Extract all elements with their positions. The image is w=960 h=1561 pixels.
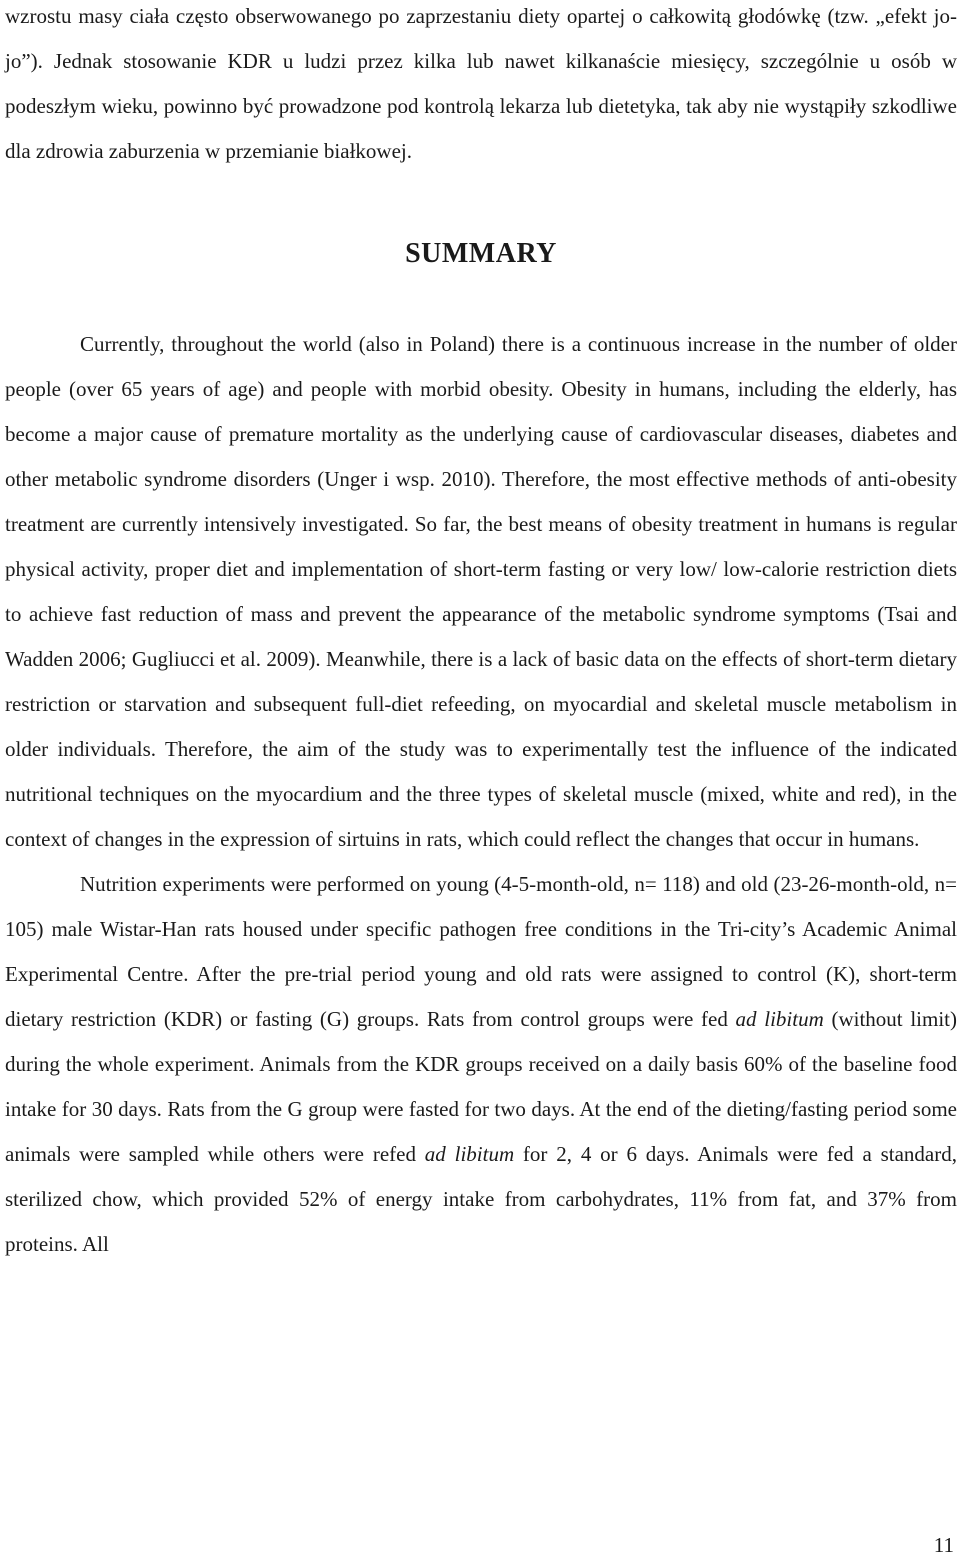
paragraph-2-text-2: (without limit) during the whole experiment. Animals from the KDR groups received on a daily basis 60% of the baseline food intake for 30 days. Rats from the G group were fasted for two days. At the end of the dieting/fasting period some animals were sampled while others were refed: [5, 1007, 957, 1166]
paragraph-2-text-3: for 2, 4 or 6 days. Animals were fed a standard, sterilized chow, which provided 52% of energy intake from carbohydrates, 11% from fat, and 37% from proteins. All: [5, 1142, 957, 1256]
page-number: 11: [933, 1533, 954, 1557]
continuation-paragraph: wzrostu masy ciała często obserwowanego po zaprzestaniu diety opartej o całkowitą głodówkę (tzw. „efekt jo-jo”). Jednak stosowanie KDR u ludzi przez kilka lub nawet kilkanaście miesięcy, szczególnie u osób w podeszłym wieku, powinno być prowadzone pod kontrolą lekarza lub dietetyka, tak aby nie wystąpiły szkodliwe dla zdrowia zaburzenia w przemianie białkowej.: [5, 4, 957, 163]
document-page: [5, 0, 957, 1267]
summary-paragraph-1: Currently, throughout the world (also in Poland) there is a continuous increase in the number of older people (over 65 years of age) and people with morbid obesity. Obesity in humans, including the elderly, has become a major cause of premature mortality as the underlying cause of cardiovascular diseases, diabetes and other metabolic syndrome disorders (Unger i wsp. 2010). Therefore, the most effective methods of anti-obesity treatment are currently intensively investigated. So far, the best means of obesity treatment in humans is regular physical activity, proper diet and implementation of short-term fasting or very low/ low-calorie restriction diets to achieve fast reduction of mass and prevent the appearance of the metabolic syndrome symptoms (Tsai and Wadden 2006; Gugliucci et al. 2009). Meanwhile, there is a lack of basic data on the effects of short-term dietary restriction or starvation and subsequent full-diet refeeding, on myocardial and skeletal muscle metabolism in older individuals. Therefore, the aim of the study was to experimentally test the influence of the indicated nutritional techniques on the myocardium and the three types of skeletal muscle (mixed, white and red), in the context of changes in the expression of sirtuins in rats, which could reflect the changes that occur in humans.: [5, 332, 957, 851]
italic-ad-libitum-1: ad libitum: [735, 1007, 824, 1031]
summary-paragraph-2: [5, 862, 957, 1267]
summary-heading: SUMMARY: [405, 238, 557, 269]
italic-ad-libitum-2: ad libitum: [424, 1142, 515, 1166]
paragraph-2-text-1: Nutrition experiments were performed on young (4-5-month-old, n= 118) and old (23-26-month-old, n= 105) male Wistar-Han rats housed under specific pathogen free conditions in the Tri-city’s Academic Animal Experimental Centre. After the pre-trial period young and old rats were assigned to control (K), short-term dietary restriction (KDR) or fasting (G) groups. Rats from control groups were fed: [5, 872, 957, 1031]
